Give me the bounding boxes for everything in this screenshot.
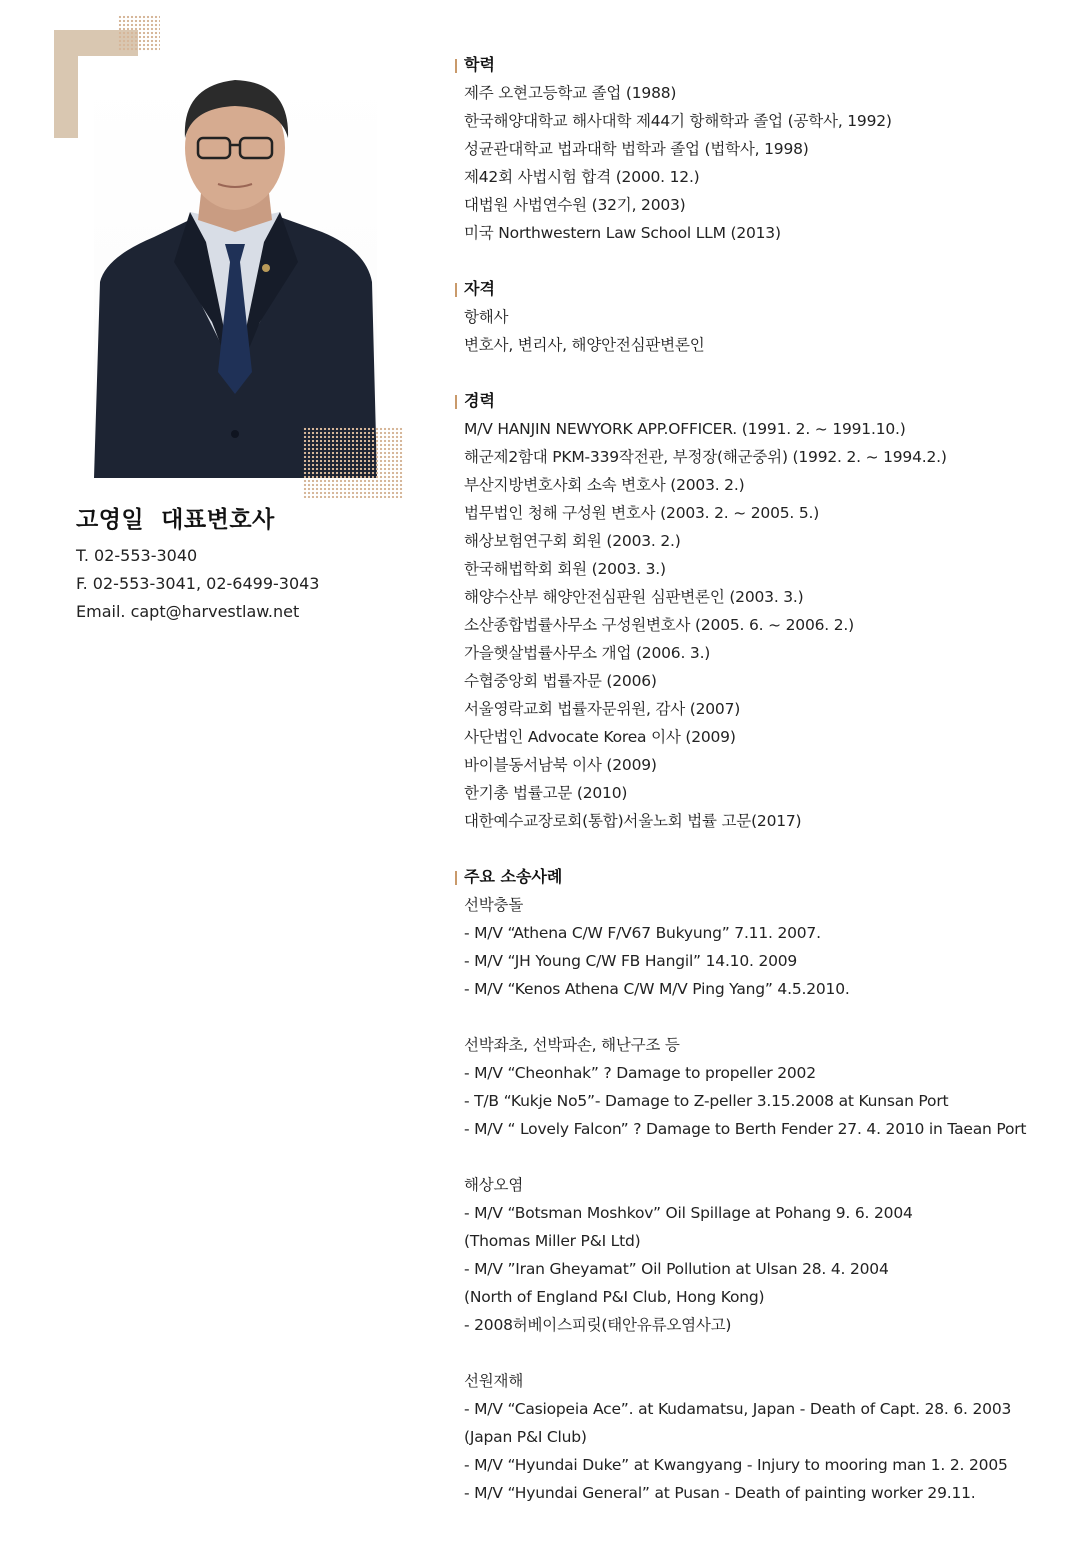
list-item: 법무법인 청해 구성원 변호사 (2003. 2. ~ 2005. 5.) [464,504,820,522]
list-item: 해양수산부 해양안전심판원 심판변론인 (2003. 3.) [464,588,804,606]
list-item: 한기총 법률고문 (2010) [464,784,628,802]
list-item: - M/V “Athena C/W F/V67 Bukyung” 7.11. 2007. [464,924,821,942]
list-item: 대한예수교장로회(통합)서울노회 법률 고문(2017) [464,812,802,830]
list-item: 제42회 사법시험 합격 (2000. 12.) [464,168,700,186]
list-item: 해군제2함대 PKM-339작전관, 부정장(해군중위) (1992. 2. ~ 1994.2.) [464,448,947,466]
list-item: - M/V ”Iran Gheyamat” Oil Pollution at Ulsan 28. 4. 2004 [464,1260,889,1278]
contact-info [76,542,319,626]
section-title: 자격 [455,275,1055,303]
list-item: - M/V “Hyundai Duke” at Kwangyang - Injury to mooring man 1. 2. 2005 [464,1456,1008,1474]
list-item: 한국해양대학교 해사대학 제44기 항해학과 졸업 (공학사, 1992) [464,112,892,130]
phone-number: T. 02-553-3040 [76,546,198,565]
fax-number: F. 02-553-3041, 02-6499-3043 [76,574,320,593]
list-item: 항해사 [464,308,509,326]
list-item: (North of England P&I Club, Hong Kong) [464,1288,765,1306]
list-item: - M/V “Casiopeia Ace”. at Kudamatsu, Japan - Death of Capt. 28. 6. 2003 [464,1400,1012,1418]
list-item: 수협중앙회 법률자문 (2006) [464,672,657,690]
list-item: - M/V “Hyundai General” at Pusan - Death of painting worker 29.11. [464,1484,976,1502]
list-item: - M/V “Cheonhak” ? Damage to propeller 2002 [464,1064,816,1082]
case-group-heading: 선원재해 [464,1372,524,1390]
case-group-heading: 해상오염 [464,1176,524,1194]
list-item: 변호사, 변리사, 해양안전심판변론인 [464,336,705,354]
dot-pattern-decoration [303,427,403,498]
cases-section [455,863,1055,1507]
list-item: 사단법인 Advocate Korea 이사 (2009) [464,728,736,746]
list-item: - T/B “Kukje No5”- Damage to Z-peller 3.15.2008 at Kunsan Port [464,1092,949,1110]
list-item: 해상보험연구회 회원 (2003. 2.) [464,532,681,550]
list-item: - M/V “Botsman Moshkov” Oil Spillage at Pohang 9. 6. 2004 [464,1204,913,1222]
education-section [455,51,1055,247]
list-item: - M/V “Kenos Athena C/W M/V Ping Yang” 4.5.2010. [464,980,850,998]
section-title: 주요 소송사례 [455,863,1055,891]
section-title: 학력 [455,51,1055,79]
list-item: 대법원 사법연수원 (32기, 2003) [464,196,686,214]
case-group-heading: 선박좌초, 선박파손, 해난구조 등 [464,1036,680,1054]
list-item: 서울영락교회 법률자문위원, 감사 (2007) [464,700,741,718]
list-item: 성균관대학교 법과대학 법학과 졸업 (법학사, 1998) [464,140,809,158]
case-group-heading: 선박충돌 [464,896,524,914]
list-item: (Japan P&I Club) [464,1428,587,1446]
list-item: 소산종합법률사무소 구성원변호사 (2005. 6. ~ 2006. 2.) [464,616,854,634]
qualifications-section [455,275,1055,359]
list-item: 한국해법학회 회원 (2003. 3.) [464,560,666,578]
list-item: 제주 오현고등학교 졸업 (1988) [464,84,677,102]
list-item: - M/V “ Lovely Falcon” ? Damage to Berth Fender 27. 4. 2010 in Taean Port [464,1120,1027,1138]
list-item: M/V HANJIN NEWYORK APP.OFFICER. (1991. 2. ~ 1991.10.) [464,420,906,438]
list-item: 바이블동서남북 이사 (2009) [464,756,657,774]
section-title: 경력 [455,387,1055,415]
list-item: - M/V “JH Young C/W FB Hangil” 14.10. 2009 [464,952,798,970]
dot-pattern-decoration [118,15,160,51]
career-section [455,387,1055,835]
profile-details [455,51,1055,1535]
list-item: 부산지방변호사회 소속 변호사 (2003. 2.) [464,476,745,494]
profile-photo [94,72,377,478]
list-item: (Thomas Miller P&I Ltd) [464,1232,641,1250]
list-item: - 2008허베이스피릿(태안유류오염사고) [464,1316,732,1334]
email-address[interactable]: Email. capt@harvestlaw.net [76,602,300,621]
lawyer-name: 고영일 대표변호사 [76,507,275,533]
list-item: 가을햇살법률사무소 개업 (2006. 3.) [464,644,711,662]
list-item: 미국 Northwestern Law School LLM (2013) [464,224,781,242]
